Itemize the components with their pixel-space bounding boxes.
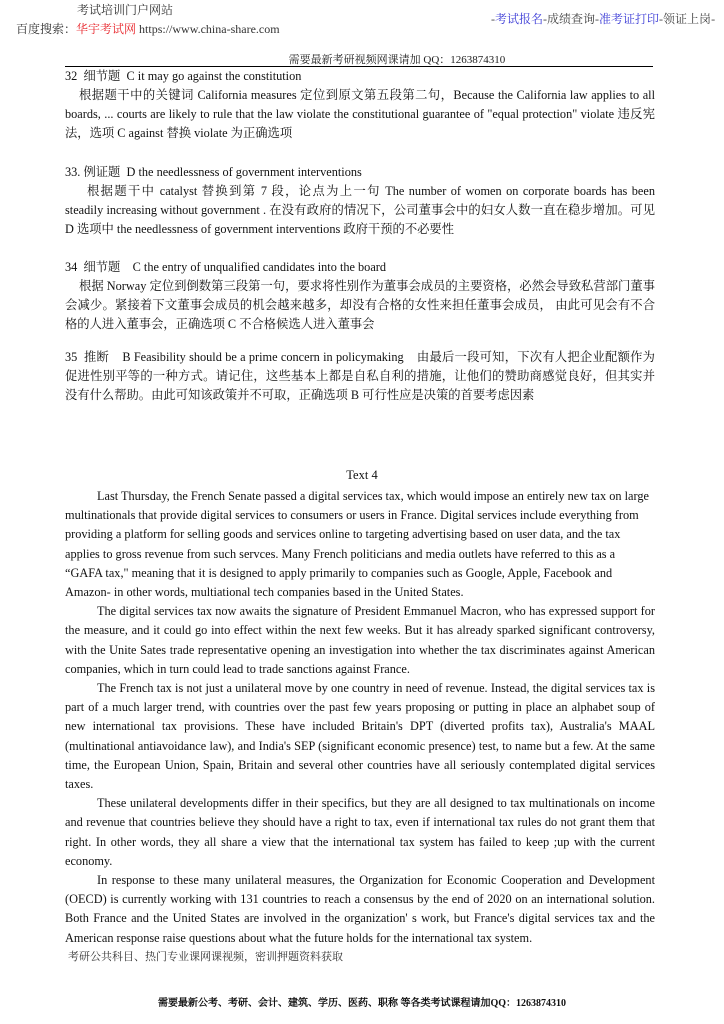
question-type: 细节题 [83,69,121,83]
link-exam-registration[interactable]: 考试报名 [495,12,544,26]
passage-paragraph-3: The French tax is not just a unilateral move by one country in need of revenue. Instead, the digital services tax is part of a much larger trend, with countries over the past few years proposing or putting in place an alphabet soup of new international tax provisions. These have included Britain's DPT (diverted profits tax), Australia's MAAL (multinational antiavoidance law), and India's SEP (significant economic presence) test, to name but a few. At the same time, the European Union, Spain, Britain and several other countries have all seriously contemplated digital services taxes. [65,681,655,792]
answer-choice: C the entry of unqualified candidates into the board [132,260,387,274]
separator: - [659,12,664,26]
answer-choice: C it may go against the constitution [126,69,302,83]
separator: - [595,12,600,26]
answer-explanation: 根据题干中的关键词 California measures 定位到原文第五段第二句，Because the California law applies to all boards, ... courts are likely to rule that the law violate the constitutional guarantee of "equal protection" violate 违反宪法，选项 C against 替换 violate 为正确选项 [65,88,655,140]
passage-paragraph-1: Last Thursday, the French Senate passed a digital services tax, which would impose an entirely new tax on large multinationals that provide digital services to consumers or users in France. Digital services include everything from providing a platform for selling goods and services online to targeting advertising based on user data, and the tax applies to gross revenue from such servces. Many French politicians and media outlets have referred to this as a “GAFA tax," meaning that it is designed to apply primarily to companies such as Google, Apple, Facebook and Amazon- in other words, multiational tech companies based in the United States. [65,489,649,600]
answer-item-32 [65,67,655,143]
separator: - [711,12,716,26]
baidu-search-label: 百度搜索： [16,22,77,36]
answer-heading [65,258,655,277]
link-score-inquiry[interactable]: 成绩查询 [547,12,596,26]
answer-heading [65,67,655,86]
footer-qq-bar: 需要最新公考、考研、会计、建筑、学历、医药、职称 等各类考试课程请加QQ：1263874310 [157,998,567,1009]
separator: - [491,12,495,26]
qq-banner: 需要最新考研视频网课请加 QQ：1263874310 [288,54,506,66]
question-number: 34 [65,260,78,274]
answer-explanation: 根据 Norway 定位到倒数第三段第一句，要求将性别作为董事会成员的主要资格，必然会导致私营部门董事会减少。紧接着下文董事会成员的机会越来越多，却没有合格的女性来担任董事会成员， 由此可见会有不合格的人进入董事会，正确选项 C 不合格候选人进入董事会 [65,279,655,331]
answer-explanation: 由最后一段可知，下次有人把企业配额作为促进性别平等的一种方式。请记住，这些基本上都是自私自利的措施，让他们的赞助商感觉良好，但其实并没有什么帮助。由此可知该政策并不可取，正确选项 B 可行性应是决策的首要考虑因素 [65,350,655,402]
top-nav-links [491,10,715,27]
separator: - [543,12,548,26]
answer-body [65,348,655,405]
passage-paragraph-2: The digital services tax now awaits the signature of President Emmanuel Macron, who has expressed support for the measure, and it could go into effect within the next few weeks. But it has already sparked significant controversy, with the Unite Sates trade representative opening an investigation into whether the tax discriminates against American companies, which in turn could lead to trade sanctions against France. [65,604,655,676]
answer-explanation: 根据题干中 catalyst 替换到第 7 段，论点为上一句 The number of women on corporate boards has been steadily increasing without government . 在没有政府的情况下，公司董事会中的妇女人数一直在稳步增加。可见 D 选项中 the needlessness of government interventions 政府干预的不必要性 [65,184,655,236]
site-url[interactable]: https://www.china-share.com [139,22,280,36]
answer-choice: B Feasibility should be a prime concern in policymaking [122,350,404,364]
answer-choice: D the needlessness of government interventions [126,165,362,179]
question-number: 35 [65,350,78,364]
answer-item-35 [65,348,655,405]
footer-note: 考研公共科目、热门专业课网课视频，密训押题资料获取 [68,951,343,963]
link-certification[interactable]: 领证上岗 [663,12,712,26]
answer-item-34 [65,258,655,334]
site-title: 考试培训门户网站 [77,3,174,17]
question-type: 细节题 [83,260,121,274]
question-number: 32 [65,69,78,83]
question-type: 例证题 [83,165,121,179]
link-admission-ticket-print[interactable]: 准考证打印 [599,12,660,26]
brand-name[interactable]: 华宇考试网 [76,22,137,36]
passage-paragraph-4: These unilateral developments differ in their specifics, but they are all designed to tax multinationals on income and revenue that countries believe they should have a right to tax, even if international tax rules do not grant them that right. In other words, they all share a view that the international tax system has failed to keep ;up with the current economy. [65,796,655,868]
passage-body [65,487,655,948]
answer-heading [65,163,655,182]
passage-paragraph-5: In response to these many unilateral measures, the Organization for Economic Cooperation and Development (OECD) is currently working with 131 countries to reach a consensus by the end of 2020 on an international solution. Both France and the United States are involved in the organization' s work, but France's digital services tax and the American response raise questions about what the future holds for the international tax system. [65,873,655,945]
question-type: 推断 [83,350,110,364]
answer-item-33 [65,163,655,239]
question-number: 33. [65,165,81,179]
passage-title: Text 4 [346,468,378,482]
baidu-search-line [16,20,280,37]
